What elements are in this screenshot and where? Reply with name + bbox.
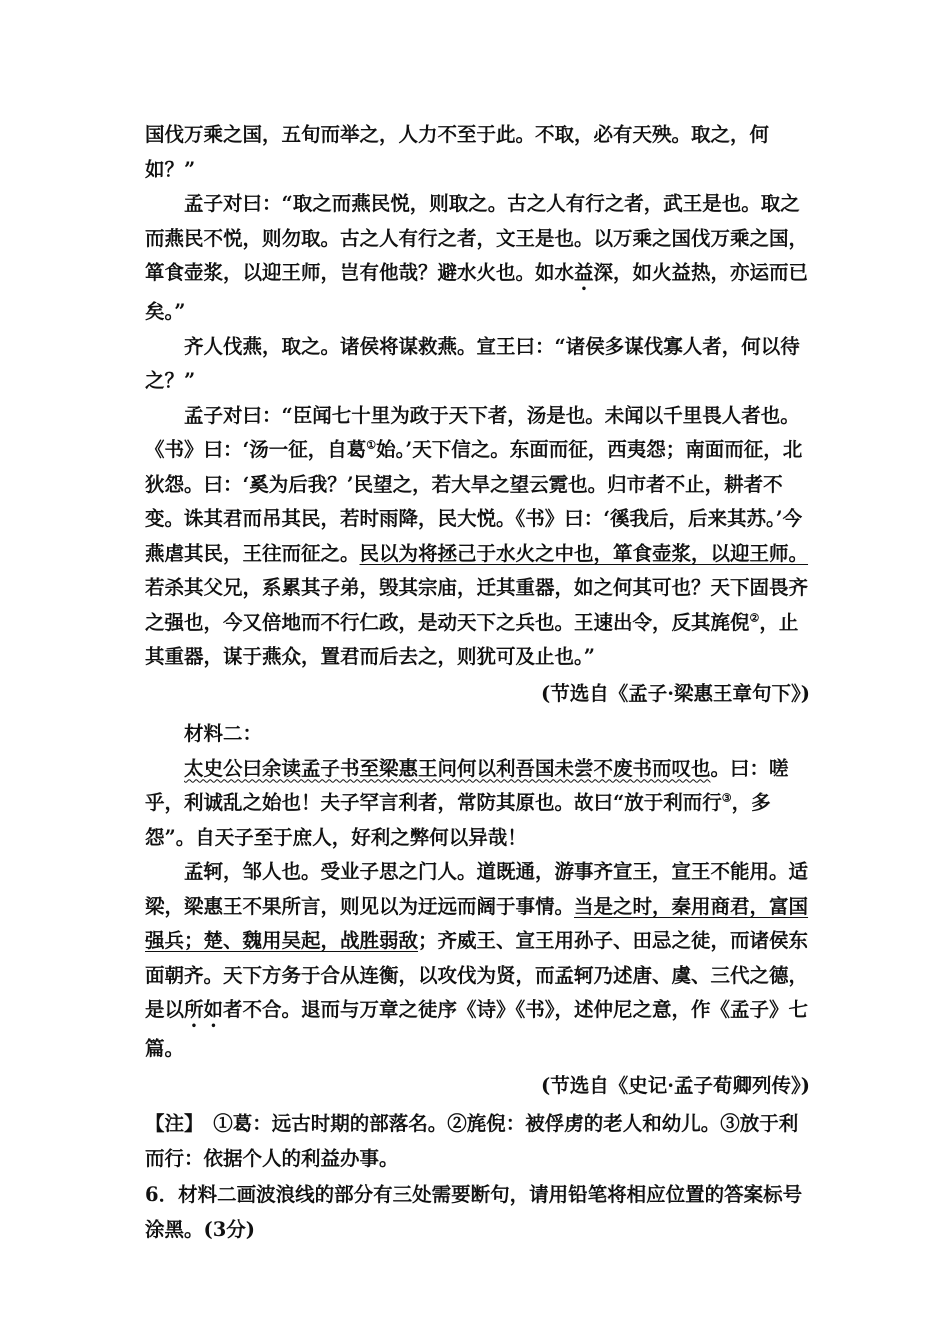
text: 始。’天下信之。东面而征，西夷怨；南面而征，北狄怨。曰：‘奚为后我？’民望之，若大旱之望云霓也。归市者不止，耕者不变。诛其君而吊其民，若时雨降，民大悦。《书》曰：‘徯我后，后来其苏。’今燕虐其民，王往而征之。 [145, 438, 803, 565]
notes-label: 【注】 [145, 1112, 194, 1135]
footnote-marker: ② [749, 611, 760, 624]
text: ，多怨”。自天子至于庶人，好利之弊何以异哉！ [145, 791, 771, 849]
text: 若杀其父兄，系累其子弟，毁其宗庙，迁其重器，如之何其可也？天下固畏齐之强也，今又倍地而不行仁政，是动天下之兵也。王速出令，反其旄倪 [145, 576, 809, 634]
source-citation: (节选自《史记·孟子荀卿列传》) [541, 1073, 810, 1097]
text: ；齐威王、宣王用孙子、田忌之徒，而诸侯东面朝齐。天下方务于合从连衡，以攻伐为贤，而孟轲乃述唐、虞、三代之德，是以 [145, 929, 809, 1021]
text: 者不合。退而与万章之徒序《诗》《书》，述仲尼之意，作《孟子》七篇。 [145, 998, 809, 1060]
paragraph [145, 330, 810, 399]
underlined-sentence: 当是之时，秦用商君，富国强兵；楚、魏用吴起，战胜弱敌 [145, 894, 809, 952]
paragraph [145, 399, 810, 675]
text: 国伐万乘之国，五旬而举之，人力不至于此。不取，必有天殃。取之，何如？” [145, 123, 770, 181]
paragraph [145, 118, 810, 187]
text: 齐人伐燕，取之。诸侯将谋救燕。宣王曰：“诸侯多谋伐寡人者，何以待之？” [145, 334, 800, 392]
paragraph [145, 855, 810, 1067]
emphasis-dot-text: 益 [574, 261, 594, 284]
section-heading: 材料二： [184, 722, 263, 745]
paragraph [145, 187, 810, 330]
text: 深，如火益热，亦运而已矣。” [145, 261, 809, 323]
emphasis-dot-text: 所如 [184, 998, 224, 1021]
text: 孟轲，邹人也。受业子思之门人。道既通，游事齐宣王，宣王不能用。适梁，梁惠王不果所言，则见以为迂远而阔于事情。 [145, 860, 809, 918]
underlined-sentence: 民以为将拯己于水火之中也，箪食壶浆，以迎王师。 [359, 541, 809, 565]
text: ，止其重器，谋于燕众，置君而后去之，则犹可及止也。” [145, 610, 799, 668]
footnote-marker: ③ [721, 791, 732, 805]
passage [145, 118, 810, 1247]
text: 。曰：嗟乎，利诚乱之始也！夫子罕言利者，常防其原也。故曰“放于利而行 [145, 756, 789, 814]
paragraph [145, 752, 810, 856]
notes [145, 1107, 810, 1176]
source-citation: (节选自《孟子·梁惠王章句下》) [541, 681, 810, 705]
question: 6．材料二画波浪线的部分有三处需要断句，请用铅笔将相应位置的答案标号涂黑。(3分) [145, 1183, 803, 1241]
text: 孟子对曰：“臣闻七十里为政于天下者，汤是也。未闻以千里畏人者也。《书》曰：‘汤一征，自葛 [145, 403, 800, 461]
wavy-underlined-text: 太史公曰余读孟子书至梁惠王问何以利吾国未尝不废书而叹也 [184, 756, 711, 780]
text: 孟子对曰：“取之而燕民悦，则取之。古之人有行之者，武王是也。取之而燕民不悦，则勿取。古之人有行之者，文王是也。以万乘之国伐万乘之国，箪食壶浆，以迎王师，岂有他哉？避水火也。如水 [145, 192, 809, 284]
footnote-marker: ① [366, 438, 377, 452]
notes-text: ①葛：远古时期的部落名。②旄倪：被俘虏的老人和幼儿。③放于利而行：依据个人的利益办事。 [145, 1112, 799, 1170]
